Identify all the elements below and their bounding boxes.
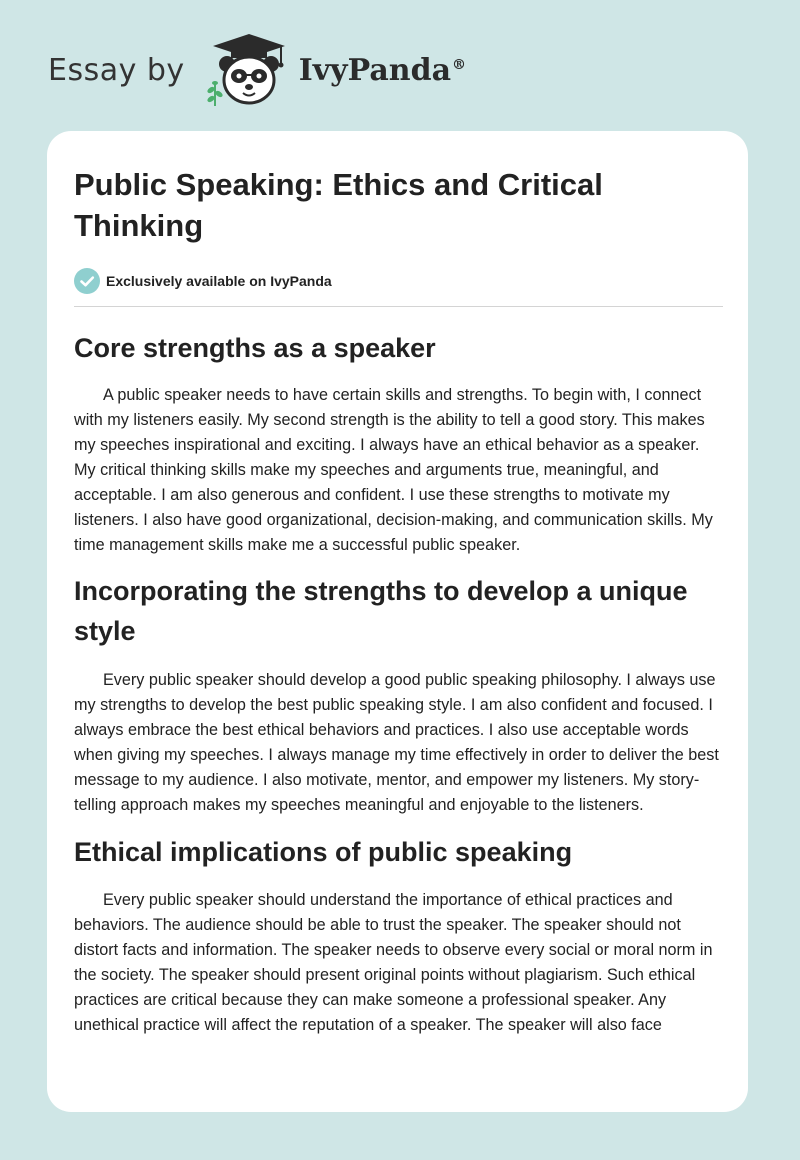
panda-graduate-icon: [201, 30, 297, 110]
essay-card: [47, 131, 748, 1112]
exclusive-badge: [74, 267, 724, 295]
title-divider: [74, 306, 723, 307]
check-circle-icon: [74, 268, 100, 294]
exclusive-badge-text: Exclusively available on IvyPanda: [106, 273, 332, 289]
section-heading-unique-style: Incorporating the strengths to develop a unique style: [74, 576, 688, 646]
section-body-unique-style: Every public speaker should develop a good public speaking philosophy. I always use my strengths to develop the best public speaking style. I am also confident and focused. I always embrace the best ethical behaviors and practices. I also use acceptable words when giving my speeches. I always manage my time effectively in order to deliver the best message to my audience. I also motivate, mentor, and empower my listeners. My story-telling approach makes my speeches meaningful and enjoyable to the listeners.: [74, 671, 719, 814]
brand-prefix: Essay by: [48, 52, 185, 88]
section-body-ethical-implications: Every public speaker should understand the importance of ethical practices and behaviors. The audience should be able to trust the speaker. The speaker should not distort facts and information. The speaker needs to observe every social or moral norm in the society. The speaker should present original points without plagiarism. Such ethical practices are critical because they can make someone a professional speaker. Any unethical practice will affect the reputation of a speaker. The speaker will also face: [74, 891, 713, 1034]
section-body-core-strengths: A public speaker needs to have certain skills and strengths. To begin with, I connect with my listeners easily. My second strength is the ability to tell a good story. This makes my speeches inspirational and exciting. I always have an ethical behavior as a speaker. My critical thinking skills make my speeches and arguments true, meaningful, and acceptable. I am also generous and confident. I use these strengths to motivate my listeners. I also have good organizational, decision-making, and communication skills. My time management skills make me a successful public speaker.: [74, 386, 713, 554]
brand-header[interactable]: [48, 30, 466, 110]
essay-title: Public Speaking: Ethics and Critical Thinking: [74, 167, 603, 243]
brand-name: IvyPanda®: [298, 52, 467, 88]
brand-registered-mark: ®: [452, 56, 467, 73]
section-heading-core-strengths: Core strengths as a speaker: [74, 333, 436, 363]
essay-content: [74, 164, 724, 1038]
section-heading-ethical-implications: Ethical implications of public speaking: [74, 837, 573, 867]
